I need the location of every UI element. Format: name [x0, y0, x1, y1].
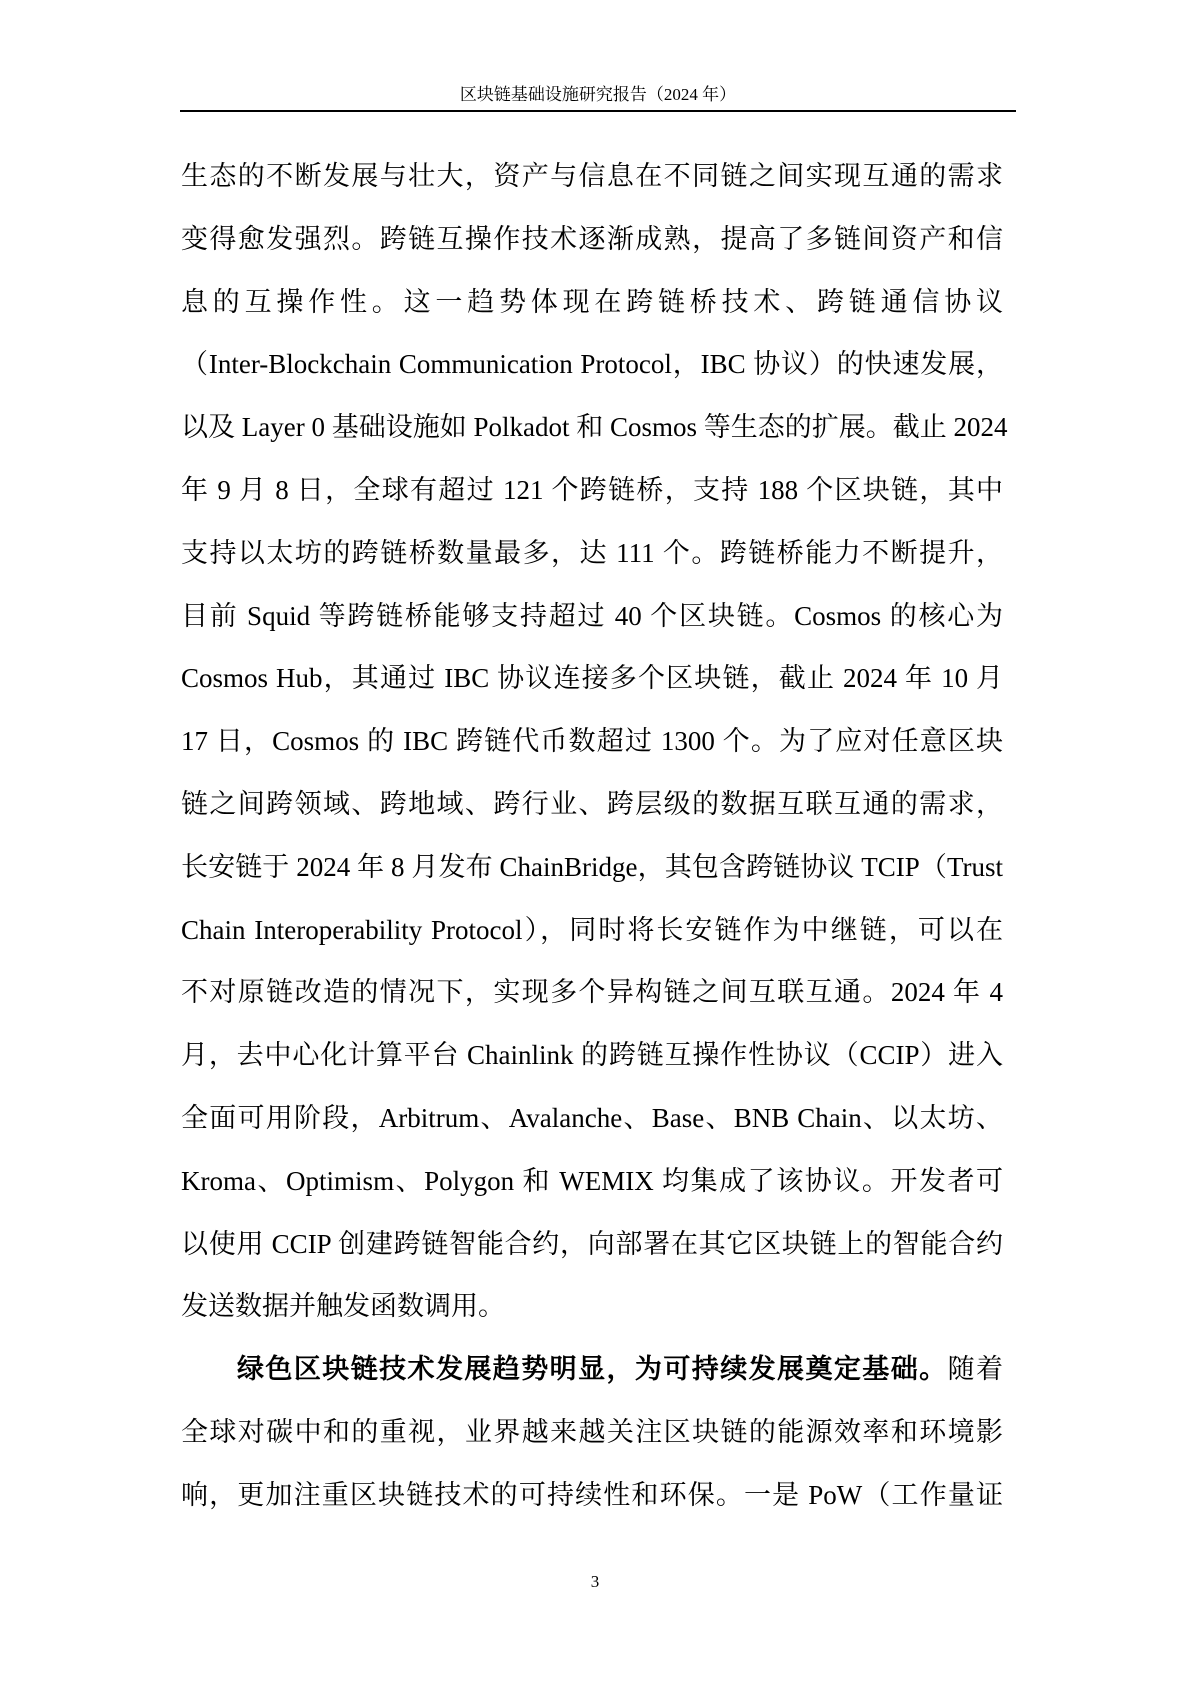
text-line: Kroma、Optimism、Polygon 和 WEMIX 均集成了该协议。开发者可	[181, 1165, 1003, 1196]
text-line: 以使用 CCIP 创建跨链智能合约，向部署在其它区块链上的智能合约	[181, 1228, 1003, 1259]
text-line: 不对原链改造的情况下，实现多个异构链之间互联互通。2024 年 4	[181, 977, 1003, 1008]
bold-lead-sentence: 绿色区块链技术发展趋势明显，为可持续发展奠定基础。	[237, 1354, 948, 1385]
text-line: 链之间跨领域、跨地域、跨行业、跨层级的数据互联互通的需求，	[181, 788, 1003, 819]
text-line: 发送数据并触发函数调用。	[181, 1291, 505, 1322]
text-line: 支持以太坊的跨链桥数量最多，达 111 个。跨链桥能力不断提升，	[181, 537, 1003, 568]
text-line: Chain Interoperability Protocol），同时将长安链作为中继链，可以在	[181, 914, 1003, 945]
text-line: 全面可用阶段，Arbitrum、Avalanche、Base、BNB Chain、以太坊、	[181, 1102, 1003, 1133]
text-line: Cosmos Hub，其通过 IBC 协议连接多个区块链，截止 2024 年 10 月	[181, 663, 1003, 694]
text-line: 年 9 月 8 日，全球有超过 121 个跨链桥，支持 188 个区块链，其中	[181, 474, 1003, 505]
header-divider	[180, 110, 1016, 112]
text-line: 息的互操作性。这一趋势体现在跨链桥技术、跨链通信协议	[181, 286, 1003, 317]
body-text	[181, 156, 1008, 1538]
text-line: （Inter-Blockchain Communication Protocol，IBC 协议）的快速发展，	[181, 349, 1003, 380]
text-line: 全球对碳中和的重视，业界越来越关注区块链的能源效率和环境影	[181, 1416, 1003, 1447]
text-line: 17 日，Cosmos 的 IBC 跨链代币数超过 1300 个。为了应对任意区块	[181, 726, 1003, 757]
text-line: 长安链于 2024 年 8 月发布 ChainBridge，其包含跨链协议 TCIP（Trust	[181, 851, 1003, 882]
text-line: 以及 Layer 0 基础设施如 Polkadot 和 Cosmos 等生态的扩展。截止 2024	[181, 412, 1008, 443]
page-number: 3	[590, 1572, 600, 1591]
running-header: 区块链基础设施研究报告（2024 年）	[459, 85, 737, 104]
text-line: 月，去中心化计算平台 Chainlink 的跨链互操作性协议（CCIP）进入	[181, 1040, 1003, 1071]
text-line: 目前 Squid 等跨链桥能够支持超过 40 个区块链。Cosmos 的核心为	[181, 600, 1003, 631]
text-line: 响，更加注重区块链技术的可持续性和环保。一是 PoW（工作量证	[181, 1479, 1003, 1510]
text-line: 生态的不断发展与壮大，资产与信息在不同链之间实现互通的需求	[181, 161, 1003, 191]
paragraph-heading-line	[181, 1349, 1003, 1412]
text-run: 随着	[947, 1354, 1004, 1385]
text-line: 变得愈发强烈。跨链互操作技术逐渐成熟，提高了多链间资产和信	[181, 223, 1003, 254]
